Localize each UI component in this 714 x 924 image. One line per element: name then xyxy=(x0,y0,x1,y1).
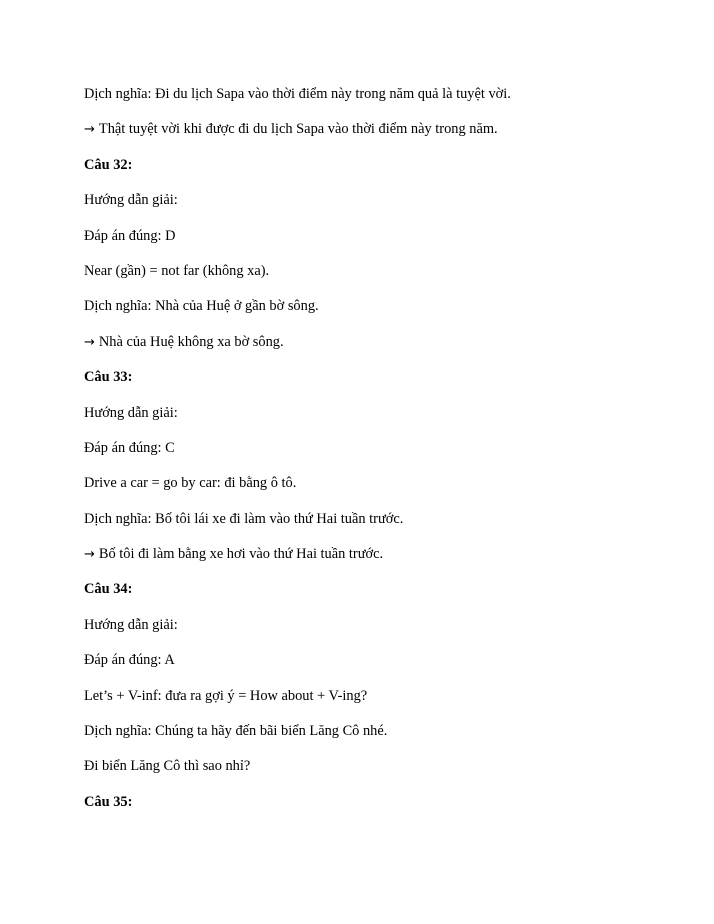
paragraph-translation-q33 xyxy=(84,509,644,529)
paragraph-guide-q34 xyxy=(84,615,644,635)
line-text: Đáp án đúng: C xyxy=(84,439,175,456)
heading-text: Câu 33: xyxy=(84,369,133,386)
question-heading-35 xyxy=(84,792,644,812)
line-text: Đáp án đúng: A xyxy=(84,652,175,669)
line-text: Hướng dẫn giải: xyxy=(84,404,178,421)
paragraph-guide-q32 xyxy=(84,190,644,210)
heading-text: Câu 32: xyxy=(84,156,133,173)
line-text: Đi biển Lăng Cô thì sao nhỉ? xyxy=(84,758,251,775)
paragraph-correct-answer-q32 xyxy=(84,226,644,246)
paragraph-translation-q34 xyxy=(84,721,644,741)
question-heading-34 xyxy=(84,579,644,599)
line-text: Let’s + V-inf: đưa ra gợi ý = How about + V-ing? xyxy=(84,687,368,704)
paragraph-answer-q32 xyxy=(84,332,644,352)
arrow-right-icon: → xyxy=(84,547,95,563)
line-text: Dịch nghĩa: Bố tôi lái xe đi làm vào thứ Hai tuần trước. xyxy=(84,510,404,527)
line-text: Bố tôi đi làm bằng xe hơi vào thứ Hai tuần trước. xyxy=(98,546,384,563)
line-text: Dịch nghĩa: Nhà của Huệ ở gần bờ sông. xyxy=(84,298,319,315)
paragraph-explanation-q32 xyxy=(84,261,644,281)
line-text: Dịch nghĩa: Chúng ta hãy đến bãi biển Lăng Cô nhé. xyxy=(84,723,388,740)
line-text: Near (gần) = not far (không xa). xyxy=(84,262,270,279)
paragraph-answer-q33 xyxy=(84,544,644,564)
line-text: Dịch nghĩa: Đi du lịch Sapa vào thời điểm này trong năm quả là tuyệt vời. xyxy=(84,86,511,102)
heading-text: Câu 34: xyxy=(84,581,133,598)
heading-text: Câu 35: xyxy=(84,793,133,810)
arrow-right-icon: → xyxy=(84,334,95,350)
line-text: Đáp án đúng: D xyxy=(84,227,176,244)
question-heading-32 xyxy=(84,155,644,175)
line-text: Hướng dẫn giải: xyxy=(84,616,178,633)
line-text: Drive a car = go by car: đi bằng ô tô. xyxy=(84,475,297,492)
paragraph-answer-q34 xyxy=(84,756,644,776)
paragraph-correct-answer-q34 xyxy=(84,650,644,670)
paragraph-explanation-q34 xyxy=(84,686,644,706)
paragraph-translation-q32 xyxy=(84,296,644,316)
paragraph-translation-q31 xyxy=(84,84,644,104)
paragraph-guide-q33 xyxy=(84,403,644,423)
paragraph-answer-q31 xyxy=(84,119,644,139)
line-text: Nhà của Huệ không xa bờ sông. xyxy=(98,333,284,350)
line-text: Thật tuyệt vời khi được đi du lịch Sapa vào thời điểm này trong năm. xyxy=(98,121,498,138)
paragraph-correct-answer-q33 xyxy=(84,438,644,458)
question-heading-33 xyxy=(84,367,644,387)
document-page xyxy=(84,84,644,827)
arrow-right-icon: → xyxy=(84,122,95,138)
paragraph-explanation-q33 xyxy=(84,473,644,493)
line-text: Hướng dẫn giải: xyxy=(84,192,178,209)
